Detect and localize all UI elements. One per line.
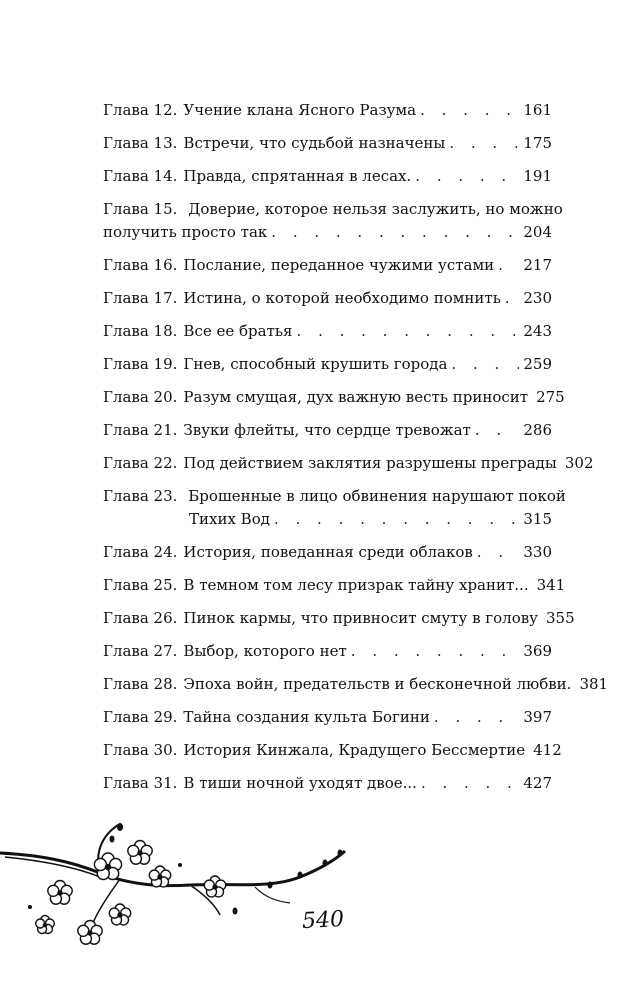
dot-leader bbox=[449, 132, 519, 155]
dot-leader bbox=[434, 706, 519, 729]
chapter-title: Истина, о которой необходимо помнить bbox=[183, 289, 501, 307]
dot-leader bbox=[415, 165, 519, 188]
table-of-contents bbox=[103, 99, 609, 805]
page-reference: 369 bbox=[523, 642, 552, 660]
chapter-number: Глава 24. bbox=[103, 543, 178, 561]
toc-entry bbox=[103, 165, 552, 188]
dot-leader bbox=[351, 640, 520, 663]
toc-entry bbox=[103, 419, 552, 442]
dot-leader bbox=[297, 320, 520, 343]
page-reference: 412 bbox=[533, 741, 562, 759]
toc-entry bbox=[103, 320, 552, 343]
chapter-title-continuation: Тихих Вод bbox=[189, 510, 270, 528]
dot-leader bbox=[420, 99, 519, 122]
chapter-title: Правда, спрятанная в лесах. bbox=[183, 167, 412, 185]
chapter-title: Встречи, что судьбой назначены bbox=[183, 134, 446, 152]
chapter-title: Брошенные в лицо обвинения нарушают покой bbox=[188, 487, 566, 505]
page-reference: 204 bbox=[523, 223, 552, 241]
page-reference: 315 bbox=[523, 510, 552, 528]
dot-leader bbox=[421, 772, 519, 795]
dot-leader bbox=[505, 287, 519, 310]
page-reference: 259 bbox=[523, 355, 552, 373]
chapter-number: Глава 23. bbox=[103, 487, 178, 505]
chapter-title: Выбор, которого нет bbox=[183, 642, 347, 660]
toc-entry bbox=[103, 485, 566, 531]
toc-entry bbox=[103, 452, 594, 475]
page-reference: 243 bbox=[523, 322, 552, 340]
page-reference: 381 bbox=[579, 675, 609, 693]
page-reference: 286 bbox=[523, 421, 552, 439]
chapter-title: Все ее братья bbox=[183, 322, 293, 340]
page-reference: 427 bbox=[523, 774, 552, 792]
chapter-number: Глава 27. bbox=[103, 642, 178, 660]
chapter-number: Глава 21. bbox=[103, 421, 178, 439]
toc-entry bbox=[103, 254, 552, 277]
chapter-title: История, поведанная среди облаков bbox=[183, 543, 473, 561]
chapter-number: Глава 15. bbox=[103, 200, 178, 218]
chapter-number: Глава 22. bbox=[103, 454, 178, 472]
chapter-number: Глава 20. bbox=[103, 388, 178, 406]
dot-leader bbox=[477, 541, 520, 564]
page-reference: 230 bbox=[523, 289, 552, 307]
chapter-number: Глава 14. bbox=[103, 167, 178, 185]
chapter-title: Звуки флейты, что сердце тревожат bbox=[183, 421, 471, 439]
page-reference: 302 bbox=[564, 454, 594, 472]
toc-entry bbox=[103, 640, 552, 663]
chapter-number: Глава 26. bbox=[103, 609, 178, 627]
page-reference: 191 bbox=[523, 167, 552, 185]
chapter-title: Пинок кармы, что привносит смуту в голову bbox=[183, 609, 539, 627]
chapter-title: Доверие, которое нельзя заслужить, но можно bbox=[188, 200, 563, 218]
chapter-title: История Кинжала, Крадущего Бессмертие bbox=[183, 741, 526, 759]
chapter-number: Глава 12. bbox=[103, 101, 178, 119]
chapter-number: Глава 29. bbox=[103, 708, 178, 726]
chapter-title-continuation: получить просто так bbox=[103, 223, 268, 241]
chapter-number: Глава 13. bbox=[103, 134, 178, 152]
page-reference: 355 bbox=[546, 609, 575, 627]
page-reference: 341 bbox=[536, 576, 566, 594]
plum-blossom-branch-icon bbox=[0, 815, 360, 955]
page-reference: 217 bbox=[523, 256, 552, 274]
chapter-number: Глава 17. bbox=[103, 289, 178, 307]
chapter-title: Разум смущая, дух важную весть приносит bbox=[183, 388, 529, 406]
toc-entry bbox=[103, 607, 575, 630]
chapter-title: В темном том лесу призрак тайну хранит... bbox=[183, 576, 529, 594]
chapter-number: Глава 31. bbox=[103, 774, 178, 792]
toc-entry bbox=[103, 739, 562, 762]
toc-entry bbox=[103, 673, 609, 696]
page-reference: 161 bbox=[523, 101, 552, 119]
toc-entry bbox=[103, 198, 563, 244]
chapter-number: Глава 18. bbox=[103, 322, 178, 340]
chapter-title: Учение клана Ясного Разума bbox=[183, 101, 417, 119]
toc-entry bbox=[103, 706, 552, 729]
chapter-title: В тиши ночной уходят двое... bbox=[183, 774, 417, 792]
dot-leader bbox=[498, 254, 519, 277]
chapter-number: Глава 28. bbox=[103, 675, 178, 693]
page-number: 540 bbox=[301, 906, 345, 935]
toc-entry bbox=[103, 541, 552, 564]
chapter-title: Под действием заклятия разрушены преграды bbox=[183, 454, 557, 472]
toc-entry bbox=[103, 132, 552, 155]
toc-entry bbox=[103, 386, 565, 409]
toc-entry bbox=[103, 99, 552, 122]
chapter-title: Послание, переданное чужими устами bbox=[183, 256, 495, 274]
dot-leader bbox=[271, 221, 519, 244]
chapter-title: Эпоха войн, предательств и бесконечной любви. bbox=[183, 675, 572, 693]
toc-entry bbox=[103, 574, 566, 597]
chapter-number: Глава 25. bbox=[103, 576, 178, 594]
dot-leader bbox=[451, 353, 519, 376]
page-reference: 330 bbox=[523, 543, 552, 561]
chapter-title: Тайна создания культа Богини bbox=[183, 708, 430, 726]
dot-leader bbox=[475, 419, 520, 442]
chapter-number: Глава 30. bbox=[103, 741, 178, 759]
page-reference: 175 bbox=[523, 134, 552, 152]
toc-entry bbox=[103, 353, 552, 376]
page-reference: 397 bbox=[523, 708, 552, 726]
toc-entry bbox=[103, 287, 552, 310]
chapter-number: Глава 19. bbox=[103, 355, 178, 373]
page-reference: 275 bbox=[536, 388, 565, 406]
dot-leader bbox=[274, 508, 519, 531]
toc-entry bbox=[103, 772, 552, 795]
chapter-title: Гнев, способный крушить города bbox=[183, 355, 448, 373]
chapter-number: Глава 16. bbox=[103, 256, 178, 274]
